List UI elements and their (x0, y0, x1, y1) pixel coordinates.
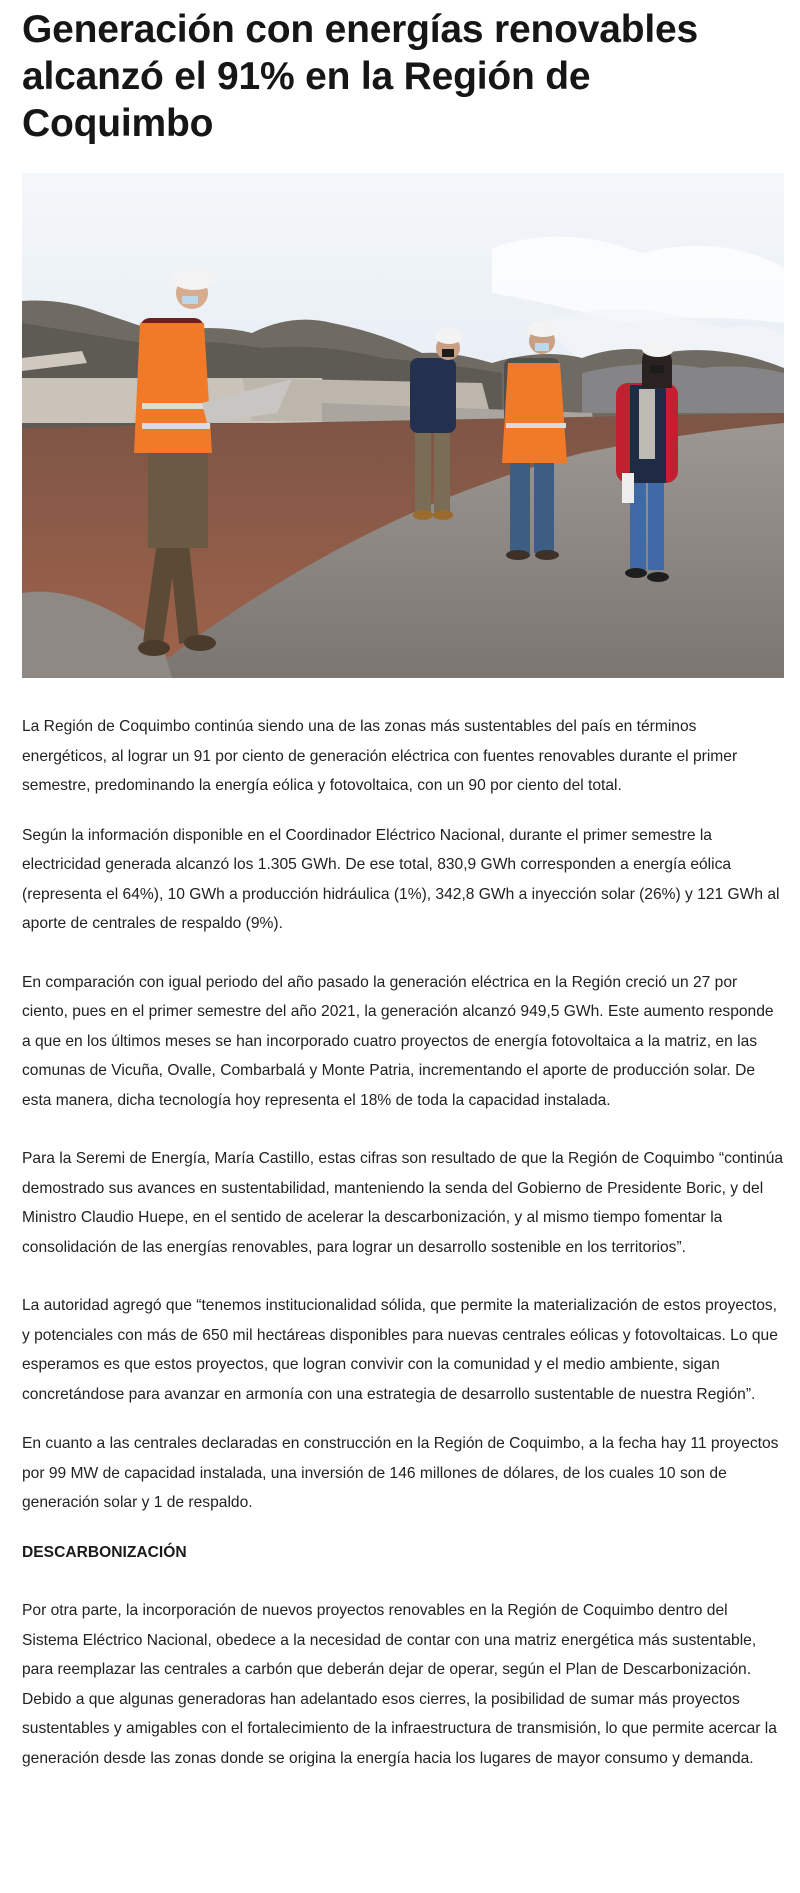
page-title: Generación con energías renovables alcanzó el 91% en la Región de Coquimbo (22, 8, 698, 145)
paragraph: En cuanto a las centrales declaradas en construcción en la Región de Coquimbo, a la fecha hay 11 proyectos por 99 MW de capacidad instalada, una inversión de 146 millones de dólares, de los cuales 10 son de generación solar y 1 de respaldo. (22, 1435, 779, 1511)
solar-plant-photo-icon (22, 173, 784, 678)
paragraph: La autoridad agregó que “tenemos institucionalidad sólida, que permite la materialización de estos proyectos, y potenciales con más de 650 mil hectáreas disponibles para nuevas centrales eólicas y fotovoltaicas. Lo que esperamos es que estos proyectos, que logran convivir con la comunidad y el medio ambiente, sigan concretándose para avanzar en armonía con una estrategia de desarrollo sustentable de nuestra Región”. (22, 1297, 778, 1403)
paragraph: Por otra parte, la incorporación de nuevos proyectos renovables en la Región de Coquimbo dentro del Sistema Eléctrico Nacional, obedece a la necesidad de contar con una matriz energética más sustentable, para reemplazar las centrales a carbón que deberán dejar de operar, según el Plan de Descarbonización. Debido a que algunas generadoras han adelantado esos cierres, la posibilidad de sumar más proyectos sustentables y amigables con el fortalecimiento de la infraestructura de transmisión, lo que permite acercar la generación desde las zonas donde se origina la energía hacia los lugares de mayor consumo y demanda. (22, 1602, 777, 1767)
paragraph: Según la información disponible en el Coordinador Eléctrico Nacional, durante el primer semestre la electricidad generada alcanzó los 1.305 GWh. De ese total, 830,9 GWh corresponden a energía eólica (representa el 64%), 10 GWh a producción hidráulica (1%), 342,8 GWh a inyección solar (26%) y 121 GWh al aporte de centrales de respaldo (9%). (22, 826, 780, 932)
section-subheading: DESCARBONIZACIÓN (22, 1543, 187, 1561)
paragraph: Para la Seremi de Energía, María Castillo, estas cifras son resultado de que la Región de Coquimbo “continúa demostrado sus avances en sustentabilidad, manteniendo la senda del Gobierno de Presidente Boric, y del Ministro Claudio Huepe, en el sentido de acelerar la descarbonización, y al mismo tiempo fomentar la consolidación de las energías renovables, para lograr un desarrollo sostenible en los territorios”. (22, 1150, 784, 1256)
paragraph: La Región de Coquimbo continúa siendo una de las zonas más sustentables del país en términos energéticos, al lograr un 91 por ciento de generación eléctrica con fuentes renovables durante el primer semestre, predominando la energía eólica y fotovoltaica, con un 90 por ciento del total. (22, 718, 738, 794)
paragraph: En comparación con igual periodo del año pasado la generación eléctrica en la Región creció un 27 por ciento, pues en el primer semestre del año 2021, la generación alcanzó 949,5 GWh. Este aumento responde a que en los últimos meses se han incorporado cuatro proyectos de energía fotovoltaica a la matriz, en las comunas de Vicuña, Ovalle, Combarbalá y Monte Patria, incrementando el aporte de producción solar. De esta manera, dicha tecnología hoy representa el 18% de toda la capacidad instalada. (22, 973, 774, 1109)
article-body (22, 712, 784, 1773)
article-photo (22, 173, 784, 678)
article (22, 0, 784, 1773)
